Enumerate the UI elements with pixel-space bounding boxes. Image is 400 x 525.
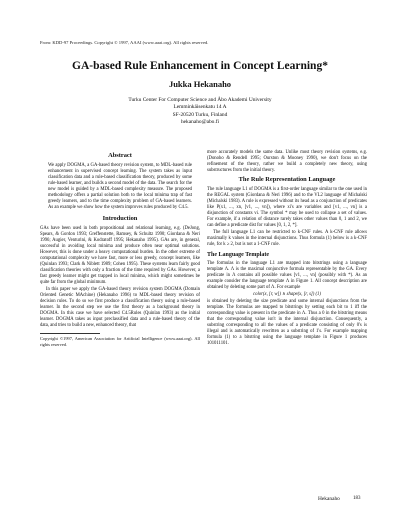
rrl-paragraph-2: The full language L1 can be restricted to k-CNF rules. A k-CNF rule allows maximally k values in the internal disjunctions. Thus formula (1) below is a k-CNF rule, for k ≥ 2, but is not a 1-CNF rule. — [207, 230, 367, 247]
author-email: hekanaho@abo.fi — [180, 119, 220, 126]
abstract-heading: Abstract — [108, 152, 132, 159]
affiliation-line: SF-20520 Turku, Finland — [172, 111, 228, 118]
footer-author: Hekanaho — [318, 496, 340, 502]
formula-1: color(x, [r, w]) ∧ shape(x, [r, s]) (1) — [253, 292, 321, 297]
affiliation-line: Lemminkäisenkatu 14 A — [173, 104, 227, 111]
rule-representation-heading: The Rule Representation Language — [238, 176, 336, 183]
affiliation-line: Turku Center For Computer Science and Åbo Akademi University — [128, 97, 272, 103]
left-column — [40, 150, 200, 348]
rrl-paragraph-1: The rule language L1 of DOGMA is a first-order language similar to the one used in the REGAL system (Giordana & Neri 1996) and to the VL2 language of Michalski (Michalski 1983). A rule is expressed without its head as a conjunction of predicates like P(x1, ..., xn, [v1, ..., vn]), where xi's are variables and [v1, ..., vn] is a disjunction of constants vi. The symbol * may be used to collapse a set of values. For example, if a relation of distance rarely takes other values than 0, 1 and 2, we can define a predicate dist for values [0, 1, 2, *]. — [207, 187, 367, 228]
intro-paragraph-2: In this paper we apply the GA-based theory revision system DOGMA (Domain Oriented Genetic MAchine) (Hekanaho 1996) to MDL-based theory revision of decision rules. To do so we first produce a classification theory using a rule-based learner. In the second step we use the first theory as a background theory in DOGMA. In this case we have selected C4.5Rules (Quinlan 1993) as the initial learner. DOGMA takes as input preclassified data and a rule-based theory of the data, and tries to build a new, enhanced theory, that — [40, 287, 200, 328]
author-name: Jukka Hekanaho — [168, 79, 232, 89]
paper-title: GA-based Rule Enhancement in Concept Learning* — [72, 60, 328, 72]
continued-paragraph: more accurately models the same data. Unlike most theory revision systems, e.g. (Donoho & Rendell 1995; Ourston & Mooney 1990), we don't focus on the refinement of the theory, rather we build a completely new theory, using substructures from the initial theory. — [207, 150, 367, 173]
affiliation-block — [0, 97, 400, 127]
copyright-footnote: Copyright ©1997, American Association for Artificial Intelligence (www.aaai.org). All rights reserved. — [40, 336, 200, 347]
introduction-heading: Introduction — [102, 215, 138, 222]
lt-paragraph-1: The formulas in the language L1 are mapped into bitstrings using a language template Λ. Λ is the maximal conjunctive formula representable by the GA. Every predicate in Λ contains all possible values [v1, ..., vn] (possibly with *). As an example consider the language template Λ in Figure 1. All concept description are obtained by deleting some part of Λ. For example — [207, 261, 367, 290]
page-number: 183 — [353, 496, 361, 501]
footnote-divider — [40, 333, 100, 334]
intro-paragraph-1: GAs have been used in both propositional and relational learning, e.g. (DeJong, Spears, & Gordon 1993; Greffenstette, Ramsey, & Schultz 1990; Giordana & Neri 1996; Augier, Venturini, & Kodratoff 1995; Hekanaho 1995). GAs are, in general, successful in avoiding local minima and produce often near optimal solutions. However, this is done under a heavy computational burden. In the other extreme of computational complexity we have fast, more or less greedy, concept learners, like (Quinlan 1993; Clark & Niblett 1989; Cohen 1995). These systems learn fairly good classification theories with only a fraction of the time required by GAs. However, a fast greedy learner might get trapped in local minima, which might sometimes be quite far from the global minimum. — [40, 226, 200, 285]
header-note: From: KDD-97 Proceedings. Copyright © 1997, AAAI (www.aaai.org). All rights reserved. — [40, 40, 209, 45]
right-column — [207, 150, 367, 348]
lt-paragraph-2: is obtained by deleting the size predicate and some internal disjunctions from the template. The formulas are mapped to bitstrings by setting each bit to 1 iff the corresponding value is present in the predicate in Λ. Thus a 0 in the bitstring means that the corresponding value isn't in the internal disjunction. Consequently, a substring corresponding to all the values of a predicate consisting of only 0's is illegal and is automatically rewritten as a substring of 1's. For example mapping formula (1) to a bitstring using the language template in Figure 1 produces 101011101. — [207, 299, 367, 346]
abstract-text: We apply DOGMA, a GA-based theory revision system, to MDL-based rule enhancement in supervised concept learning. The system takes as input classification data and a rule-based classification theory, produced by some rule-based learner, and builds a second model of the data. The search for the new model is guided by a MDL-based complexity measure. The proposed methodology offers a partial solution both to the local minima trap of fast greedy learners, and to the time complexity problem of GA-based learners. As an example we show how the system improves rules produced by C4.5. — [48, 163, 192, 210]
language-template-heading: The Language Template — [207, 252, 270, 258]
